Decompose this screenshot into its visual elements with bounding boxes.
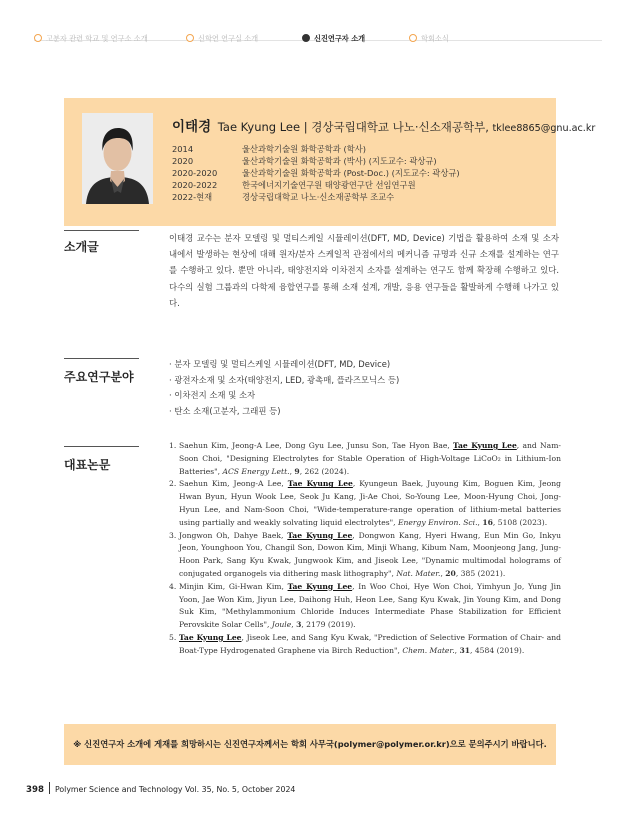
paper-sep: , [440,568,446,578]
nav-item-society-news[interactable] [409,34,449,44]
name-english: Tae Kyung Lee [217,120,301,134]
paper-volume: 9 [294,466,300,476]
paper-title: , Kyungeun Baek, Juyoung Kim, Boguen Kim, Jeong Hwan Byun, Hyun Wook Lee, Seok Ju Kang, Ji-Ae Choi, So-Young Lee, Moon-Hyung Choi, Jong-Hyun Lee, and Nam-Soon Choi, "Wide-temperature-range operation of lithium-metal batteries using partially and weakly solvating liquid electrolytes", [179,479,561,527]
page-number: 398 [26,785,44,795]
paper-volume: 16 [482,517,493,527]
paper-journal: ACS Energy Lett. [222,466,290,476]
nav-dot-icon [302,34,310,42]
paper-highlight-author: Tae Kyung Lee [287,479,353,489]
paper-item [169,632,561,658]
paper-item [169,440,561,478]
paper-journal: Nat. Mater. [396,568,441,578]
paper-journal: Energy Environ. Sci. [398,517,478,527]
top-navigation [0,0,622,60]
nav-dot-icon [409,34,417,42]
nav-item-label: 신학연 연구실 소개 [198,34,259,43]
intro-title: 소개글 [64,240,99,254]
paper-item [169,581,561,632]
section-divider [64,358,139,359]
paper-tail: , 262 (2024). [299,466,350,476]
history-desc: 울산과학기술원 화학공학과 (학사) [242,144,366,154]
research-list [169,357,399,419]
history-row [172,155,460,167]
paper-sep: , [289,466,295,476]
paper-tail: , 385 (2021). [455,568,506,578]
history-desc: 경상국립대학교 나노·신소재공학부 조교수 [242,192,395,202]
paper-authors: Minjin Kim, Gi-Hwan Kim, [179,581,288,591]
nav-item-label: 고분자 관련 학교 및 연구소 소개 [46,34,148,43]
history-year: 2014 [172,144,194,154]
history-row [172,167,460,179]
name-divider: | [303,120,308,134]
history-row [172,191,460,203]
footer-journal: Polymer Science and Technology Vol. 35, No. 5, October 2024 [54,785,296,794]
paper-authors: Saehun Kim, Jeong-A Lee, [179,479,288,489]
paper-number: 2. [169,479,177,489]
email[interactable]: tklee8865@gnu.ac.kr [492,123,596,134]
paper-tail: , 2179 (2019). [301,620,356,630]
nav-item-label: 신진연구자 소개 [314,34,366,43]
paper-tail: , 5108 (2023). [492,517,548,527]
person-portrait-icon [82,113,153,204]
paper-sep: , [454,645,460,655]
paper-highlight-author: Tae Kyung Lee [179,632,242,642]
profile-name-line [172,115,595,135]
paper-item [169,478,561,529]
profile-photo [82,113,153,204]
paper-authors: Saehun Kim, Jeong-A Lee, Dong Gyu Lee, Junsu Son, Tae Hyon Bae, [179,441,454,450]
nav-item-labs[interactable] [186,34,258,44]
paper-highlight-author: Tae Kyung Lee [453,441,517,450]
research-item: · 이차전지 소재 및 소자 [169,390,256,400]
paper-list [169,440,561,658]
papers-title: 대표논문 [64,458,111,472]
paper-number: 3. [169,530,177,540]
affiliation: 경상국립대학교 나노·신소재공학부, [311,120,489,134]
paper-number: 4. [169,581,177,591]
paper-journal: Chem. Mater. [402,645,455,655]
history-desc: 한국에너지기술연구원 태양광연구단 선임연구원 [242,180,416,190]
history-year: 2020 [172,156,194,166]
paper-sep: , [477,517,483,527]
nav-dot-icon [186,34,194,42]
paper-title: , and Nam-Soon Choi, "Designing Electrolytes for Stable Operation of High-Voltage LiCoO₂ in Lithium-Ion Batteries", [179,441,561,476]
history-year: 2020-2022 [172,180,218,190]
page-footer [26,782,295,795]
nav-dot-icon [34,34,42,42]
nav-item-label: 학회소식 [421,34,449,43]
history-row [172,179,460,191]
research-item: · 분자 모델링 및 멀티스케일 시뮬레이션(DFT, MD, Device) [169,359,391,369]
paper-number: 1. [169,441,177,450]
paper-volume: 31 [459,645,471,655]
section-divider [64,446,139,447]
paper-highlight-author: Tae Kyung Lee [287,530,353,540]
nav-item-new-researchers[interactable] [302,34,365,44]
paper-title: , Dongwon Kang, Hyeri Hwang, Eun Min Go, Inkyu Jeon, Younghoon You, Changil Son, Dowon Kim, Minji Whang, Kibum Nam, Moonjeong Jang, Jung-Hoon Park, Sang Kyu Kwak, Jungwook Kim, and Jiseok Lee, "Dynamic multimodal holograms of conjugated organogels via dithering mask lithography", [179,530,561,578]
footer-divider [49,782,50,794]
section-divider [64,230,139,231]
research-title: 주요연구분야 [64,370,134,384]
paper-journal: Joule [271,620,292,630]
paper-volume: 3 [296,620,302,630]
history-desc: 울산과학기술원 화학공학과 (박사) (지도교수: 곽상규) [242,156,437,166]
history-desc: 울산과학기술원 화학공학과 (Post-Doc.) (지도교수: 곽상규) [242,168,460,178]
history-year: 2022-현재 [172,192,213,202]
paper-authors: Jongwon Oh, Dahye Baek, [179,530,288,540]
paper-number: 5. [169,632,177,642]
history-row [172,143,460,155]
submission-notice: ※ 신진연구자 소개에 게재를 희망하시는 신진연구자께서는 학회 사무국(polymer@polymer.or.kr)으로 문의주시기 바랍니다. [64,724,556,765]
paper-title: , In Woo Choi, Hye Won Choi, Yimhyun Jo, Yung Jin Yoon, Jae Won Kim, Jiyun Lee, Daihong Huh, Heon Lee, Sang Kyu Kwak, Jin Young Kim, and Dong Suk Kim, "Methylammonium Chloride Induces Intermediate Phase Stabilization for Efficient Perovskite Solar Cells", [179,581,561,630]
career-history [172,143,460,203]
research-item: · 탄소 소재(고분자, 그래핀 등) [169,405,281,416]
paper-sep: , [291,620,297,630]
paper-tail: , 4584 (2019). [470,645,525,655]
nav-item-schools[interactable] [34,34,148,44]
paper-item [169,530,561,581]
name-korean: 이태경 [172,119,212,135]
profile-box [64,98,596,226]
research-item: · 광전자소재 및 소자(태양전지, LED, 광촉매, 플라즈모닉스 등) [169,374,400,385]
paper-title: , Jiseok Lee, and Sang Kyu Kwak, "Prediction of Selective Formation of Chair- and Boat-Type Hydrogenated Graphene via Birch Reduction", [179,632,561,655]
paper-volume: 20 [445,568,456,578]
paper-highlight-author: Tae Kyung Lee [287,581,353,591]
history-year: 2020-2020 [172,168,218,178]
intro-text: 이태경 교수는 분자 모델링 및 멀티스케일 시뮬레이션(DFT, MD, Device) 기법을 활용하여 소재 및 소자 내에서 발생하는 현상에 대해 원자/분자 스케일적 관점에서의 메커니즘 규명과 신규 소재를 설계하는 연구를 수행하고 있다. 뿐만 아니라, 태양전지와 이차전지 소자를 설계하는 연구도 함께 확장해 수행하고 있다. 다수의 실험 그룹과의 다학제 융합연구를 통해 소재 설계, 개발, 응용 연구들을 활발하게 수행해 나가고 있다. [169,233,559,308]
